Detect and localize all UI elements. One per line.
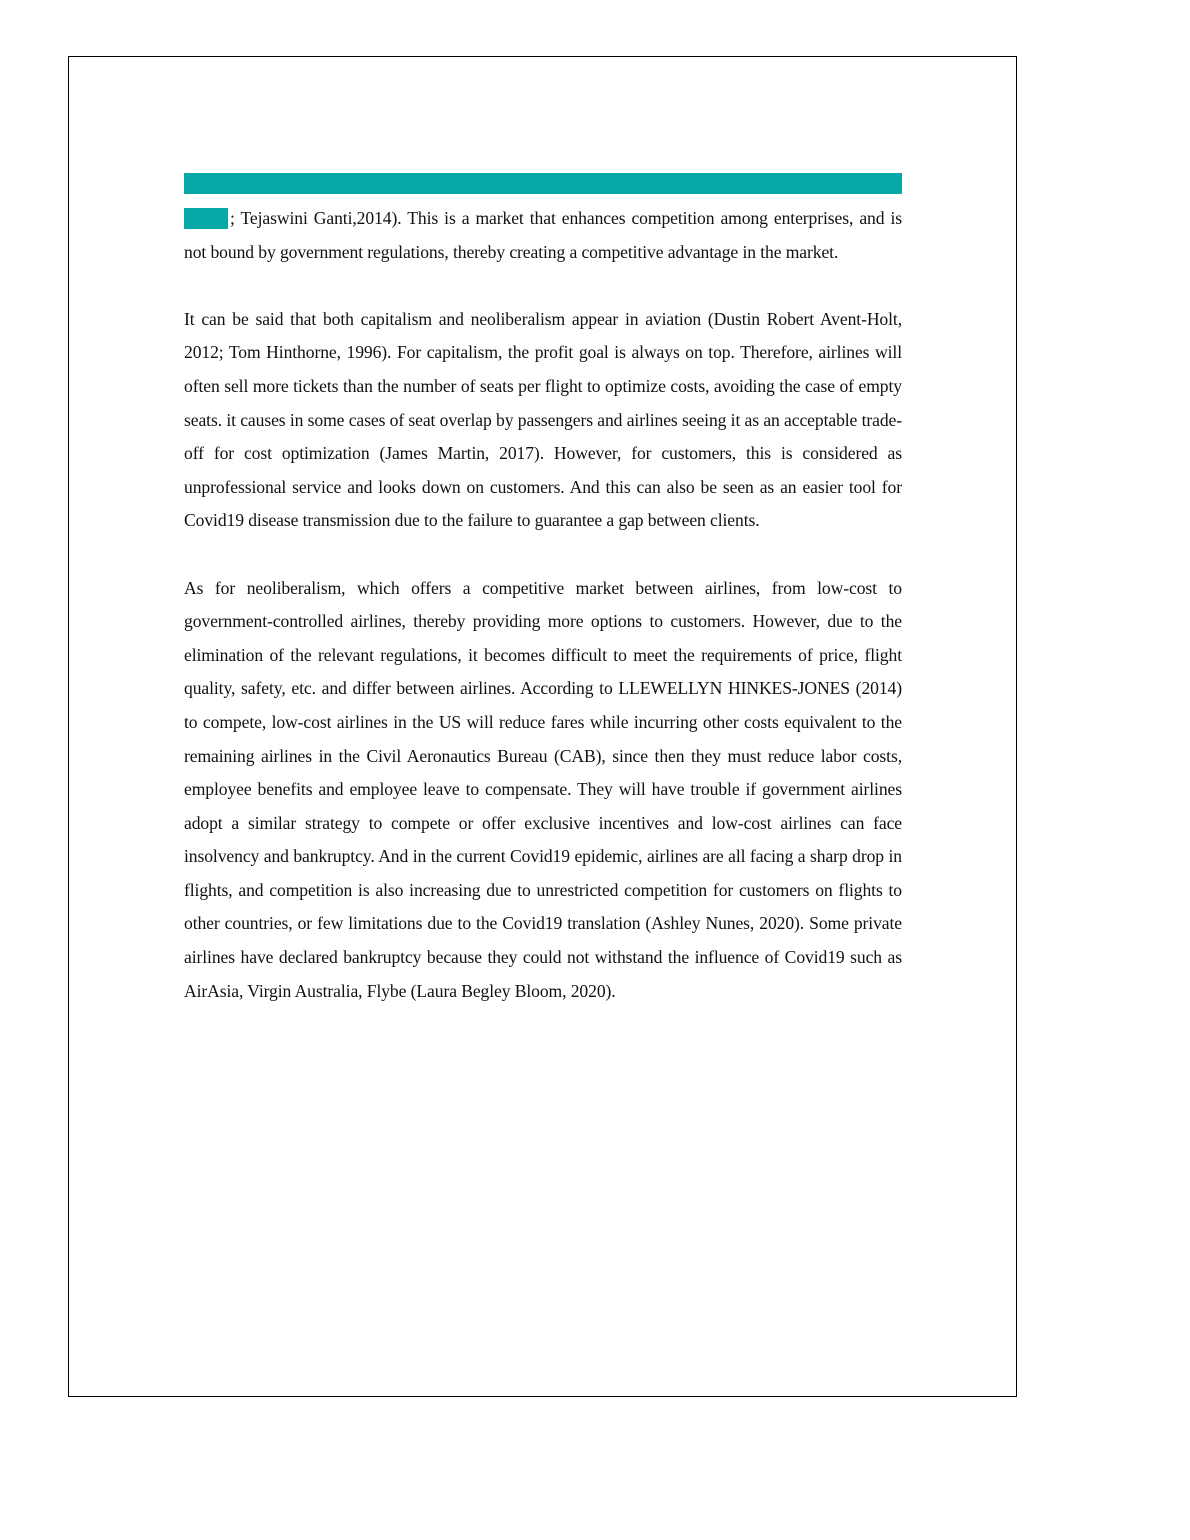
paragraph-3: As for neoliberalism, which offers a competitive market between airlines, from low-cost to government-controlled airlines, thereby providing more options to customers. However, due to the elimination of the relevant regulations, it becomes difficult to meet the requirements of price, flight quality, safety, etc. and differ between airlines. According to LLEWELLYN HINKES-JONES (2014) to compete, low-cost airlines in the US will reduce fares while incurring other costs equivalent to the remaining airlines in the Civil Aeronautics Bureau (CAB), since then they must reduce labor costs, employee benefits and employee leave to compensate. They will have trouble if government airlines adopt a similar strategy to compete or offer exclusive incentives and low-cost airlines can face insolvency and bankruptcy. And in the current Covid19 epidemic, airlines are all facing a sharp drop in flights, and competition is also increasing due to unrestricted competition for customers on flights to other countries, or few limitations due to the Covid19 translation (Ashley Nunes, 2020). Some private airlines have declared bankruptcy because they could not withstand the influence of Covid19 such as AirAsia, Virgin Australia, Flybe (Laura Begley Bloom, 2020). [184,577,902,1001]
paragraph-1 [184,202,902,269]
paragraph-1-text: ; Tejaswini Ganti,2014). This is a market that enhances competition among enterprises, and is not bound by government regulations, thereby creating a competitive advantage in the market. [184,208,902,262]
redacted-text-highlight [184,173,902,194]
document-body [184,202,902,1042]
paragraph-2: It can be said that both capitalism and neoliberalism appear in aviation (Dustin Robert Avent-Holt, 2012; Tom Hinthorne, 1996). For capitalism, the profit goal is always on top. Therefore, airlines will often sell more tickets than the number of seats per flight to optimize costs, avoiding the case of empty seats. it causes in some cases of seat overlap by passengers and airlines seeing it as an acceptable trade-off for cost optimization (James Martin, 2017). However, for customers, this is considered as unprofessional service and looks down on customers. And this can also be seen as an easier tool for Covid19 disease transmission due to the failure to guarantee a gap between clients. [184,308,902,531]
